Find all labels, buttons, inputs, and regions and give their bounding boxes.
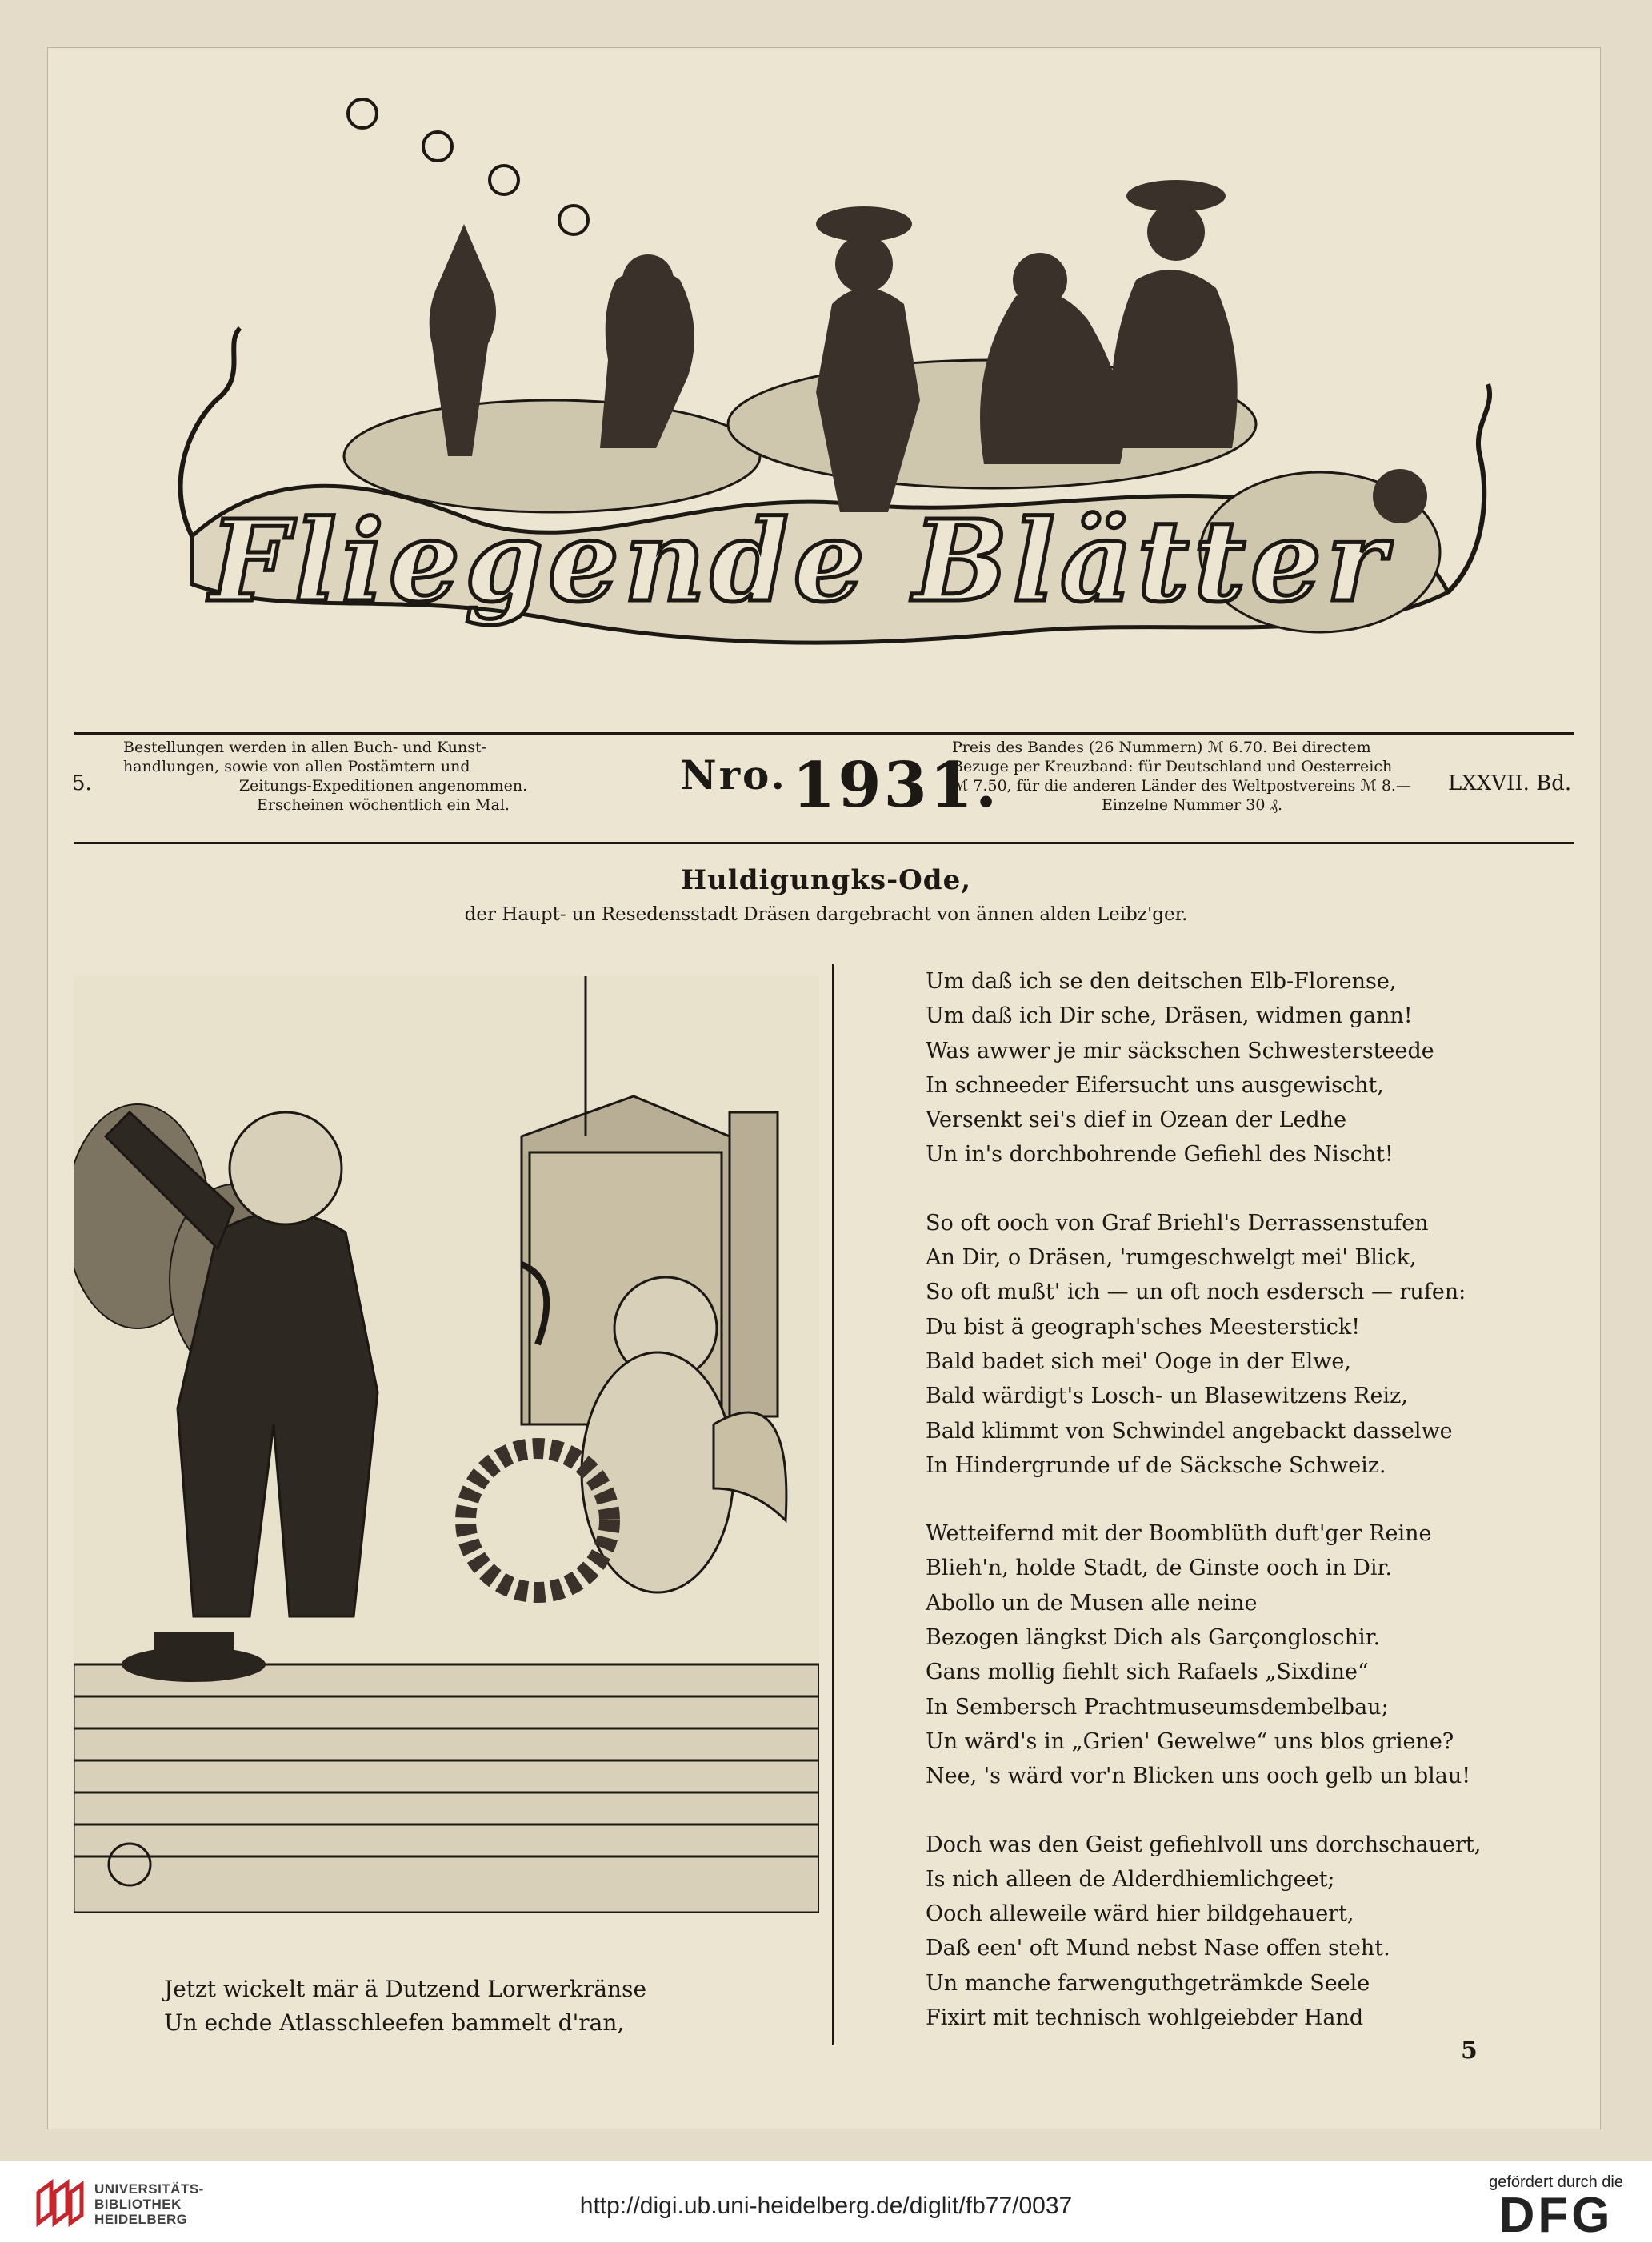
verse-line: Um daß ich se den deitschen Elb-Florense, [926, 969, 1397, 994]
verse-line: Doch was den Geist gefiehlvoll uns dorchschauert, [926, 1832, 1482, 1857]
page-number: 5 [1461, 2037, 1478, 2065]
verse-line: So oft ooch von Graf Briehl's Derrassenstufen [926, 1210, 1429, 1236]
verse-line: Bald badet sich mei' Ooge in der Elwe, [926, 1348, 1351, 1374]
funding-credit[interactable] [1489, 2173, 1623, 2243]
library-name-line: BIBLIOTHEK [94, 2197, 182, 2212]
poem-title: Huldigungks-Ode, [680, 864, 972, 896]
price-info [952, 738, 1432, 815]
verse-line: Jetzt wickelt mär ä Dutzend Lorwerkränse [164, 1976, 647, 2002]
verse-line: Fixirt mit technisch wohlgeiebder Hand [926, 2005, 1364, 2031]
illustration [74, 976, 819, 1913]
info-bar [72, 735, 1576, 839]
column-divider [832, 964, 834, 2045]
poem-opening-lines [164, 1973, 646, 2040]
poem-stanzas [926, 964, 1550, 2069]
issue-prefix: Nro. [680, 751, 787, 799]
verse-line: In Hindergrunde uf de Säcksche Schweiz. [926, 1452, 1386, 1478]
ordering-line: Erscheinen wöchentlich ein Mal. [257, 796, 510, 814]
verse-line: Blieh'n, holde Stadt, de Ginste ooch in Dir. [926, 1556, 1393, 1581]
verse-line: Un echde Atlasschleefen bammelt d'ran, [164, 2009, 625, 2036]
price-line: Preis des Bandes (26 Nummern) ℳ 6.70. Bei directem [952, 739, 1371, 756]
verse-line: Um daß ich Dir sche, Dräsen, widmen gann! [926, 1003, 1413, 1029]
ordering-info [123, 738, 643, 815]
stanza [926, 964, 1550, 1172]
verse-line: Nee, 's wärd vor'n Blicken uns ooch gelb un blau! [926, 1764, 1471, 1789]
verse-line: Is nich alleen de Alderdhiemlichgeet; [926, 1866, 1335, 1892]
info-rule-bottom [74, 842, 1574, 844]
verse-line: Bald klimmt von Schwindel angebackt dasselwe [926, 1418, 1453, 1444]
verse-line: Du bist ä geograph'sches Meesterstick! [926, 1314, 1361, 1340]
verse-line: Bald wärdigt's Losch- un Blasewitzens Reiz, [926, 1384, 1408, 1409]
library-name-line: UNIVERSITÄTS- [94, 2181, 204, 2197]
illustration-drawing [74, 976, 819, 1913]
stanza [926, 1516, 1550, 1793]
viewer-footer [0, 2161, 1652, 2242]
price-line: ℳ 7.50, für die anderen Länder des Weltpostvereins ℳ 8.— [952, 777, 1411, 795]
price-line: Einzelne Nummer 30 ₰. [1101, 796, 1283, 814]
verse-line: An Dir, o Dräsen, 'rumgeschwelgt mei' Blick, [926, 1245, 1417, 1271]
masthead [136, 40, 1496, 712]
verse-line: Versenkt sei's dief in Ozean der Ledhe [926, 1107, 1347, 1133]
ordering-line: Zeitungs-Expeditionen angenommen. [238, 777, 528, 795]
verse-line: Un wärd's in „Grien' Gewelwe“ uns blos griene? [926, 1728, 1454, 1754]
stanza [926, 1828, 1550, 2036]
poem-subtitle: der Haupt- un Resedensstadt Dräsen dargebracht von ännen alden Leibz'ger. [464, 904, 1188, 925]
masthead-title: Fliegende Blätter [210, 496, 1390, 627]
volume-label: LXXVII. Bd. [1448, 771, 1572, 795]
ordering-line: Bestellungen werden in allen Buch- und Kunst- [123, 739, 487, 756]
permalink-url[interactable]: http://digi.ub.uni-heidelberg.de/diglit/fb77/0037 [579, 2193, 1073, 2219]
verse-line: Abollo un de Musen alle neine [926, 1590, 1258, 1616]
library-name-line: HEIDELBERG [94, 2212, 188, 2227]
verse-line: So oft mußt' ich — un oft noch esdersch — rufen: [926, 1280, 1466, 1305]
verse-line: Wetteifernd mit der Boomblüth duft'ger Reine [926, 1521, 1432, 1547]
verse-line: Bezogen längkst Dich als Garçongloschir. [926, 1625, 1381, 1651]
funded-by-label: gefördert durch die [1489, 2173, 1623, 2191]
number-left: 5. [72, 771, 92, 795]
verse-line: In Sembersch Prachtmuseumsdembelbau; [926, 1694, 1389, 1720]
dfg-logo: DFG [1498, 2188, 1614, 2243]
verse-line: Daß een' oft Mund nebst Nase offen steht. [926, 1936, 1390, 1961]
verse-line: Ooch alleweile wärd hier bildgehauert, [926, 1901, 1354, 1927]
verse-line: Gans mollig fiehlt sich Rafaels „Sixdine“ [926, 1660, 1369, 1685]
issue-number-value: 1931. [791, 749, 1000, 822]
ordering-line: handlungen, sowie von allen Postämtern und [123, 758, 470, 775]
stanza [926, 1206, 1550, 1483]
masthead-illustration [136, 40, 1496, 712]
verse-line: Un manche farwenguthgeträmkde Seele [926, 1970, 1370, 1996]
price-line: Bezuge per Kreuzband: für Deutschland und Oesterreich [952, 758, 1393, 775]
verse-line: In schneeder Eifersucht uns ausgewischt, [926, 1072, 1384, 1098]
verse-line: Un in's dorchbohrende Gefiehl des Nischt! [926, 1142, 1394, 1168]
verse-line: Was awwer je mir säckschen Schwestersteede [926, 1038, 1434, 1063]
